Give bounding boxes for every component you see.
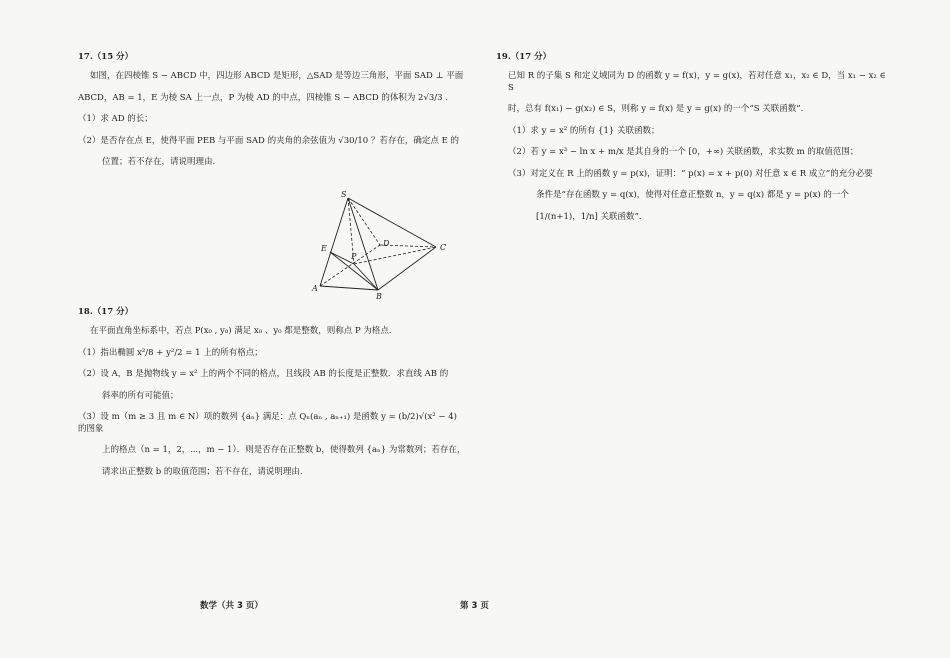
question-19-part3-line2: 条件是“存在函数 y = q(x)，使得对任意正整数 n，y = q(x) 都是 y = p(x) 的一个 [536, 190, 849, 201]
edge-AB [320, 286, 378, 290]
question-19-part3-line1: （3）对定义在 R 上的函数 y = p(x)，证明：“ p(x) = x + p(0) 对任意 x ∈ R 成立”的充分必要 [508, 168, 873, 179]
question-17-heading: 17.（15 分） [78, 52, 134, 62]
pyramid-figure [310, 190, 450, 300]
hidden-edge-SD [348, 198, 380, 245]
edge-BC [378, 247, 436, 290]
question-17-part2-line1: （2）是否存在点 E，使得平面 PEB 与平面 SAD 的夹角的余弦值为 √30/10 ？若存在，确定点 E 的 [78, 135, 459, 146]
footer-subject: 数学（共 3 页） [200, 601, 263, 611]
label-A: A [312, 284, 318, 293]
question-19-part2: （2）若 y = x³ − ln x + m/x 是其自身的一个 [0，+∞) 关联函数，求实数 m 的取值范围； [508, 147, 859, 158]
label-S: S [341, 190, 347, 199]
question-18-part2-line1: （2）设 A，B 是抛物线 y = x² 上的两个不同的格点，且线段 AB 的长度是正整数．求直线 AB 的 [78, 369, 449, 380]
question-18-part1: （1）指出椭圆 x²/8 + y²/2 = 1 上的所有格点； [78, 347, 263, 358]
question-18-part3-line3: 请求出正整数 b 的取值范围；若不存在，请说明理由. [102, 466, 303, 477]
question-18-heading: 18.（17 分） [78, 306, 134, 317]
label-P: P [351, 252, 357, 261]
label-E: E [321, 244, 327, 253]
question-17-stem-line2: ABCD，AB = 1，E 为棱 SA 上一点，P 为棱 AD 的中点，四棱锥 S − ABCD 的体积为 2√3/3 . [78, 92, 448, 103]
question-18-part2-line2: 斜率的所有可能值； [102, 390, 179, 401]
label-C: C [440, 243, 447, 252]
question-17-stem-line1: 如图，在四棱锥 S − ABCD 中，四边形 ABCD 是矩形，△SAD 是等边三角形，平面 SAD ⊥ 平面 [90, 71, 464, 82]
question-17-part1: （1）求 AD 的长； [78, 114, 153, 125]
label-D: D [383, 239, 390, 248]
footer-page-number: 第 3 页 [460, 601, 489, 611]
question-19-stem-line2: 时，总有 f(x₁) − g(x₂) ∈ S，则称 y = f(x) 是 y = g(x) 的一个“S 关联函数”. [508, 104, 804, 115]
question-19-stem-line1: 已知 R 的子集 S 和定义域同为 D 的函数 y = f(x)，y = g(x)，若对任意 x₁，x₂ ∈ D，当 x₁ − x₂ ∈ S [508, 71, 886, 93]
edge-SA [320, 198, 348, 286]
segment-PB [354, 264, 378, 290]
question-19-part3-line3: [1/(n+1)，1/n] 关联函数”. [536, 211, 642, 222]
question-17-part2-line2: 位置；若不存在，请说明理由. [102, 157, 216, 168]
question-18-stem: 在平面直角坐标系中，若点 P(x₀ , y₀) 满足 x₀ 、y₀ 都是整数，则称点 P 为格点. [90, 326, 392, 337]
label-B: B [376, 292, 382, 300]
question-19-heading: 19.（17 分） [496, 52, 552, 62]
question-18-part3-line2: 上的格点（n = 1，2，⋯，m − 1）．则是否存在正整数 b，使得数列 {aₙ} 为常数列；若存在， [102, 445, 466, 456]
hidden-edge-AD [320, 245, 380, 286]
question-19-part1: （1）求 y = x² 的所有 {1} 关联函数； [508, 125, 660, 136]
right-column [496, 52, 886, 233]
question-18-part3-line1: （3）设 m（m ≥ 3 且 m ∈ N）项的数列 {aₙ} 满足：点 Qₙ(aₙ , aₙ₊₁) 是函数 y = (b/2)√(x² − 4) 的图象 [78, 412, 457, 434]
